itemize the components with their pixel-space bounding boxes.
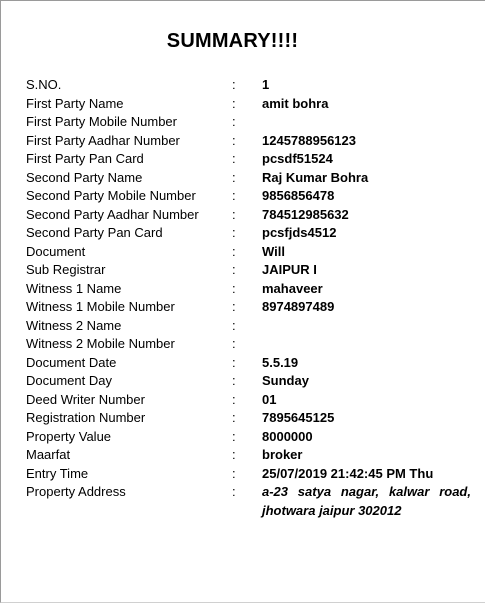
row-second-party-name bbox=[26, 169, 471, 188]
row-label: Second Party Mobile Number bbox=[26, 188, 196, 203]
row-separator: : bbox=[232, 243, 236, 259]
row-value: 9856856478 bbox=[262, 188, 335, 203]
row-value: pcsdf51524 bbox=[262, 151, 333, 166]
row-label: Sub Registrar bbox=[26, 262, 106, 277]
row-separator: : bbox=[232, 410, 236, 425]
row-label: First Party Name bbox=[26, 95, 124, 111]
row-witness-1-name bbox=[26, 280, 471, 299]
row-property-value bbox=[26, 428, 471, 447]
row-first-party-pan bbox=[26, 150, 471, 169]
row-separator: : bbox=[232, 151, 236, 166]
row-label: S.NO. bbox=[26, 77, 62, 92]
summary-table bbox=[26, 76, 471, 520]
row-value: a-23 satya nagar, kalwar road, jhotwara jaipur 302012 bbox=[262, 484, 471, 518]
row-label: Registration Number bbox=[26, 410, 146, 425]
row-separator: : bbox=[232, 336, 236, 351]
row-separator: : bbox=[232, 169, 236, 185]
row-value: 1 bbox=[262, 77, 270, 92]
row-value: JAIPUR I bbox=[262, 262, 317, 277]
row-document bbox=[26, 243, 471, 262]
row-label: Second Party Name bbox=[26, 169, 143, 185]
row-label: Witness 2 Mobile Number bbox=[26, 336, 175, 351]
row-separator: : bbox=[232, 465, 236, 481]
row-sno bbox=[26, 76, 471, 95]
row-separator: : bbox=[232, 95, 236, 111]
row-label: Property Value bbox=[26, 428, 112, 444]
row-label: First Party Aadhar Number bbox=[26, 132, 180, 148]
row-label: Second Party Aadhar Number bbox=[26, 206, 199, 222]
row-label: Document Date bbox=[26, 354, 117, 370]
row-property-address bbox=[26, 483, 471, 520]
row-label: Witness 1 Mobile Number bbox=[26, 299, 175, 314]
row-separator: : bbox=[232, 280, 236, 296]
row-separator: : bbox=[232, 447, 236, 462]
row-sub-registrar bbox=[26, 261, 471, 280]
row-document-date bbox=[26, 354, 471, 373]
row-label: First Party Mobile Number bbox=[26, 114, 177, 129]
row-separator: : bbox=[232, 299, 236, 314]
row-value: 01 bbox=[262, 391, 277, 407]
row-second-party-mobile bbox=[26, 187, 471, 206]
row-value bbox=[262, 113, 471, 132]
row-separator: : bbox=[232, 114, 236, 129]
row-first-party-aadhar bbox=[26, 132, 471, 151]
row-label: Maarfat bbox=[26, 447, 71, 462]
row-separator: : bbox=[232, 373, 236, 388]
row-label: Witness 2 Name bbox=[26, 317, 122, 333]
row-deed-writer-number bbox=[26, 391, 471, 410]
row-witness-2-mobile bbox=[26, 335, 471, 354]
row-label: First Party Pan Card bbox=[26, 151, 144, 166]
row-value: 7895645125 bbox=[262, 410, 335, 425]
row-separator: : bbox=[232, 225, 236, 240]
row-witness-2-name bbox=[26, 317, 471, 336]
row-label: Entry Time bbox=[26, 465, 89, 481]
row-separator: : bbox=[232, 484, 236, 499]
row-value: Will bbox=[262, 243, 285, 259]
row-separator: : bbox=[232, 206, 236, 222]
row-value: 5.5.19 bbox=[262, 354, 299, 370]
row-entry-time bbox=[26, 465, 471, 484]
row-document-day bbox=[26, 372, 471, 391]
row-value: Raj Kumar Bohra bbox=[262, 169, 369, 185]
row-label: Second Party Pan Card bbox=[26, 225, 163, 240]
row-separator: : bbox=[232, 354, 236, 370]
row-value: pcsfjds4512 bbox=[262, 225, 337, 240]
row-value bbox=[262, 335, 471, 354]
row-separator: : bbox=[232, 77, 236, 92]
row-label: Witness 1 Name bbox=[26, 280, 122, 296]
row-value: 784512985632 bbox=[262, 206, 349, 222]
row-separator: : bbox=[232, 391, 236, 407]
row-value: amit bohra bbox=[262, 95, 329, 111]
row-label: Property Address bbox=[26, 484, 126, 499]
row-value: Sunday bbox=[262, 373, 309, 388]
row-first-party-name bbox=[26, 95, 471, 114]
row-separator: : bbox=[232, 188, 236, 203]
row-label: Deed Writer Number bbox=[26, 391, 145, 407]
row-value: 25/07/2019 21:42:45 PM Thu bbox=[262, 465, 434, 481]
row-separator: : bbox=[232, 428, 236, 444]
row-registration-number bbox=[26, 409, 471, 428]
row-separator: : bbox=[232, 132, 236, 148]
row-value: broker bbox=[262, 447, 303, 462]
row-separator: : bbox=[232, 317, 236, 333]
page-title: SUMMARY!!!! bbox=[166, 30, 299, 52]
row-first-party-mobile bbox=[26, 113, 471, 132]
row-second-party-pan bbox=[26, 224, 471, 243]
row-maarfat bbox=[26, 446, 471, 465]
row-value: 1245788956123 bbox=[262, 132, 356, 148]
row-value: mahaveer bbox=[262, 280, 323, 296]
row-value: 8974897489 bbox=[262, 299, 335, 314]
row-witness-1-mobile bbox=[26, 298, 471, 317]
row-second-party-aadhar bbox=[26, 206, 471, 225]
row-value bbox=[262, 317, 471, 336]
row-label: Document Day bbox=[26, 373, 112, 388]
row-value: 8000000 bbox=[262, 428, 313, 444]
row-separator: : bbox=[232, 262, 236, 277]
row-label: Document bbox=[26, 243, 86, 259]
